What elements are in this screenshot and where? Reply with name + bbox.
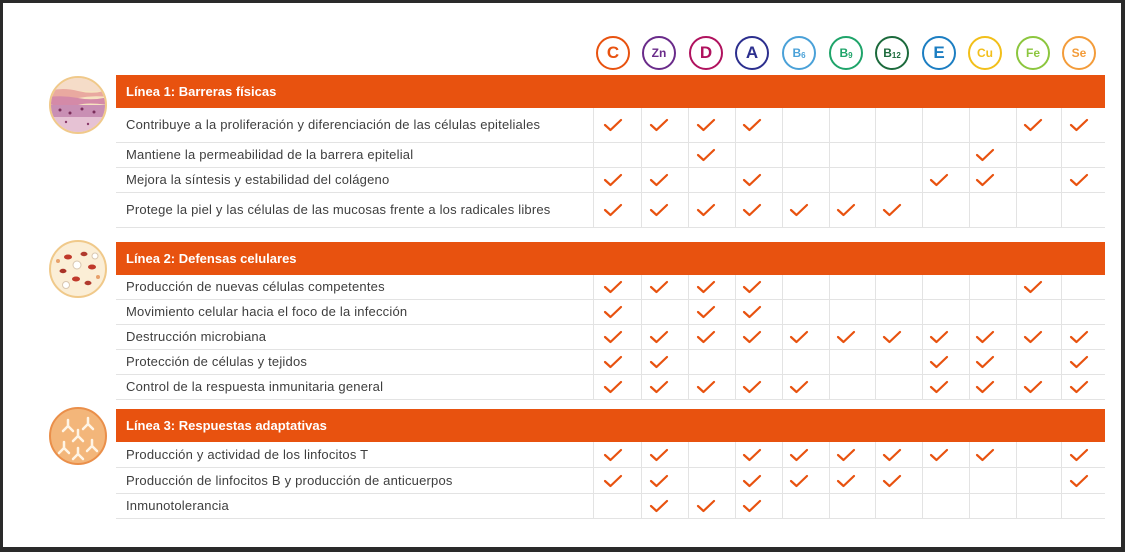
column-divider [641,193,642,227]
row-label: Protección de células y tejidos [126,354,308,369]
column-divider [688,275,689,299]
column-divider [875,168,876,192]
antibodies-icon [48,406,108,466]
table-row [116,325,1105,350]
check-icon [975,355,995,369]
column-divider [735,494,736,518]
section-header-2: Línea 2: Defensas celulares [116,242,1105,275]
column-divider [593,350,594,374]
column-divider [688,300,689,324]
check-icon [696,148,716,162]
check-icon [836,203,856,217]
column-divider [922,193,923,227]
column-divider [688,442,689,467]
check-icon [649,280,669,294]
check-icon [603,173,623,187]
column-divider [922,275,923,299]
check-icon [836,448,856,462]
column-divider [782,143,783,167]
check-icon [1069,118,1089,132]
check-icon [789,448,809,462]
vitamin-circle-d [689,36,723,70]
check-icon [1069,380,1089,394]
column-divider [641,275,642,299]
vitamin-label: A [745,43,759,62]
check-icon [603,448,623,462]
check-icon [975,330,995,344]
column-divider [1016,108,1017,142]
column-divider [922,375,923,399]
column-divider [875,350,876,374]
column-divider [688,325,689,349]
check-icon [975,448,995,462]
vitamin-circle-e [922,36,956,70]
column-divider [688,468,689,493]
column-divider [782,442,783,467]
column-divider [735,350,736,374]
check-icon [742,499,762,513]
column-divider [735,193,736,227]
column-divider [1061,168,1062,192]
check-icon [603,280,623,294]
column-divider [1016,168,1017,192]
column-divider [969,350,970,374]
column-divider [875,108,876,142]
check-icon [1069,355,1089,369]
column-divider [829,375,830,399]
column-divider [829,193,830,227]
vitamin-label: Cu [977,46,993,60]
column-divider [1016,442,1017,467]
section-header-1: Línea 1: Barreras físicas [116,75,1105,108]
column-divider [1061,468,1062,493]
check-icon [789,330,809,344]
column-divider [1061,350,1062,374]
vitamin-label: B [883,46,892,60]
row-label: Protege la piel y las células de las mucosas frente a los radicales libres [126,202,551,217]
check-icon [649,203,669,217]
check-icon [1023,330,1043,344]
check-icon [603,305,623,319]
column-divider [593,325,594,349]
column-divider [782,350,783,374]
column-divider [922,325,923,349]
table-row [116,168,1105,193]
column-divider [641,168,642,192]
vitamin-label: D [699,43,713,62]
check-icon [649,499,669,513]
column-divider [829,108,830,142]
column-divider [969,143,970,167]
table-row [116,468,1105,494]
table-row [116,275,1105,300]
column-divider [829,143,830,167]
column-divider [969,168,970,192]
column-divider [969,375,970,399]
column-divider [688,350,689,374]
check-icon [742,330,762,344]
check-icon [696,380,716,394]
column-divider [922,108,923,142]
check-icon [649,448,669,462]
check-icon [603,203,623,217]
column-divider [1016,275,1017,299]
column-divider [1061,494,1062,518]
vitamin-label: B [839,46,849,60]
column-divider [1061,375,1062,399]
column-divider [922,350,923,374]
vitamin-circle-zn [642,36,676,70]
column-divider [1061,108,1062,142]
column-divider [1016,375,1017,399]
check-icon [696,118,716,132]
column-divider [1061,275,1062,299]
column-divider [782,108,783,142]
check-icon [789,380,809,394]
column-divider [875,300,876,324]
check-icon [975,380,995,394]
check-icon [742,118,762,132]
row-label: Movimiento celular hacia el foco de la infección [126,304,408,319]
column-divider [593,143,594,167]
column-divider [969,108,970,142]
column-divider [782,468,783,493]
column-divider [922,143,923,167]
check-icon [649,474,669,488]
column-divider [1016,494,1017,518]
vitamin-circle-c [596,36,630,70]
column-divider [735,275,736,299]
column-divider [735,375,736,399]
check-icon [649,118,669,132]
row-label: Producción de nuevas células competentes [126,279,385,294]
column-divider [969,325,970,349]
column-divider [1016,468,1017,493]
check-icon [649,330,669,344]
column-divider [1016,325,1017,349]
column-divider [641,494,642,518]
column-divider [969,442,970,467]
check-icon [696,499,716,513]
column-divider [593,494,594,518]
check-icon [882,330,902,344]
column-divider [969,275,970,299]
check-icon [603,380,623,394]
vitamin-circle-b12: B $_{12}$ [875,36,909,70]
table-row [116,193,1105,228]
check-icon [742,280,762,294]
vitamin-label: Zn [651,46,667,60]
column-divider [875,193,876,227]
column-divider [1061,442,1062,467]
column-divider [593,275,594,299]
column-divider [875,442,876,467]
column-divider [875,325,876,349]
row-label: Mantiene la permeabilidad de la barrera epitelial [126,147,414,162]
vitamin-circle-b6: B $_6$ [782,36,816,70]
column-divider [969,193,970,227]
column-divider [641,468,642,493]
column-divider [782,375,783,399]
check-icon [929,355,949,369]
check-icon [742,173,762,187]
skin-tissue-icon [48,75,108,135]
column-divider [829,468,830,493]
check-icon [1023,118,1043,132]
column-divider [735,300,736,324]
column-divider [782,275,783,299]
row-label: Control de la respuesta inmunitaria general [126,379,384,394]
check-icon [742,305,762,319]
vitamin-circle-b9: B $_9$ [829,36,863,70]
column-divider [969,494,970,518]
column-divider [782,325,783,349]
vitamin-circle-a [735,36,769,70]
section-header-3: Línea 3: Respuestas adaptativas [116,409,1105,442]
table-row [116,350,1105,375]
row-label: Contribuye a la proliferación y diferenciación de las células epiteliales [126,117,541,132]
vitamin-header [3,3,1125,75]
check-icon [929,380,949,394]
table-row [116,442,1105,468]
check-icon [649,355,669,369]
column-divider [593,193,594,227]
column-divider [593,468,594,493]
check-icon [696,203,716,217]
column-divider [969,300,970,324]
column-divider [1061,325,1062,349]
column-divider [735,468,736,493]
row-label: Producción de linfocitos B y producción de anticuerpos [126,472,453,488]
check-icon [742,380,762,394]
column-divider [688,108,689,142]
column-divider [688,494,689,518]
column-divider [875,468,876,493]
table-row [116,375,1105,400]
column-divider [688,375,689,399]
column-divider [1016,300,1017,324]
column-divider [829,275,830,299]
check-icon [975,148,995,162]
column-divider [829,442,830,467]
vitamin-label: C [606,43,620,62]
vitamin-label: E [933,43,945,62]
column-divider [922,494,923,518]
column-divider [782,300,783,324]
column-divider [829,300,830,324]
check-icon [742,203,762,217]
column-divider [593,168,594,192]
column-divider [593,375,594,399]
check-icon [1069,173,1089,187]
blood-cells-icon [48,239,108,299]
check-icon [603,474,623,488]
check-icon [789,203,809,217]
table-row [116,108,1105,143]
column-divider [829,494,830,518]
column-divider [922,168,923,192]
table-row [116,300,1105,325]
column-divider [688,143,689,167]
column-divider [593,300,594,324]
column-divider [782,193,783,227]
column-divider [735,325,736,349]
column-divider [922,442,923,467]
check-icon [603,355,623,369]
vitamin-circle-se [1062,36,1096,70]
check-icon [1069,330,1089,344]
column-divider [641,108,642,142]
vitamin-circle-fe [1016,36,1050,70]
check-icon [649,380,669,394]
column-divider [593,442,594,467]
column-divider [875,375,876,399]
check-icon [742,448,762,462]
vitamin-circle-cu [968,36,1002,70]
vitamin-label: Se [1071,46,1087,60]
row-label: Mejora la síntesis y estabilidad del colágeno [126,172,390,187]
column-divider [875,143,876,167]
column-divider [875,494,876,518]
column-divider [735,442,736,467]
vitamin-label: Fe [1025,46,1040,60]
check-icon [882,203,902,217]
check-icon [696,280,716,294]
column-divider [641,325,642,349]
column-divider [829,350,830,374]
column-divider [782,494,783,518]
column-divider [735,108,736,142]
check-icon [1023,280,1043,294]
check-icon [1023,380,1043,394]
check-icon [696,305,716,319]
column-divider [1016,143,1017,167]
column-divider [641,350,642,374]
check-icon [929,173,949,187]
column-divider [641,143,642,167]
row-label: Destrucción microbiana [126,329,267,344]
column-divider [829,168,830,192]
column-divider [1061,300,1062,324]
column-divider [688,193,689,227]
check-icon [1069,448,1089,462]
column-divider [641,375,642,399]
column-divider [1061,193,1062,227]
check-icon [649,173,669,187]
check-icon [836,330,856,344]
check-icon [836,474,856,488]
column-divider [875,275,876,299]
column-divider [688,168,689,192]
column-divider [829,325,830,349]
column-divider [593,108,594,142]
column-divider [1061,143,1062,167]
table-row [116,143,1105,168]
column-divider [969,468,970,493]
column-divider [735,168,736,192]
check-icon [929,448,949,462]
table-row [116,494,1105,519]
row-label: Producción y actividad de los linfocitos T [126,446,369,462]
column-divider [1016,350,1017,374]
check-icon [696,330,716,344]
check-icon [975,173,995,187]
column-divider [922,300,923,324]
check-icon [882,474,902,488]
check-icon [789,474,809,488]
check-icon [603,118,623,132]
column-divider [1016,193,1017,227]
check-icon [882,448,902,462]
check-icon [1069,474,1089,488]
column-divider [922,468,923,493]
vitamin-label: B [792,46,802,60]
column-divider [782,168,783,192]
check-icon [742,474,762,488]
column-divider [641,442,642,467]
row-label: Inmunotolerancia [126,498,229,513]
check-icon [929,330,949,344]
column-divider [735,143,736,167]
column-divider [641,300,642,324]
check-icon [603,330,623,344]
